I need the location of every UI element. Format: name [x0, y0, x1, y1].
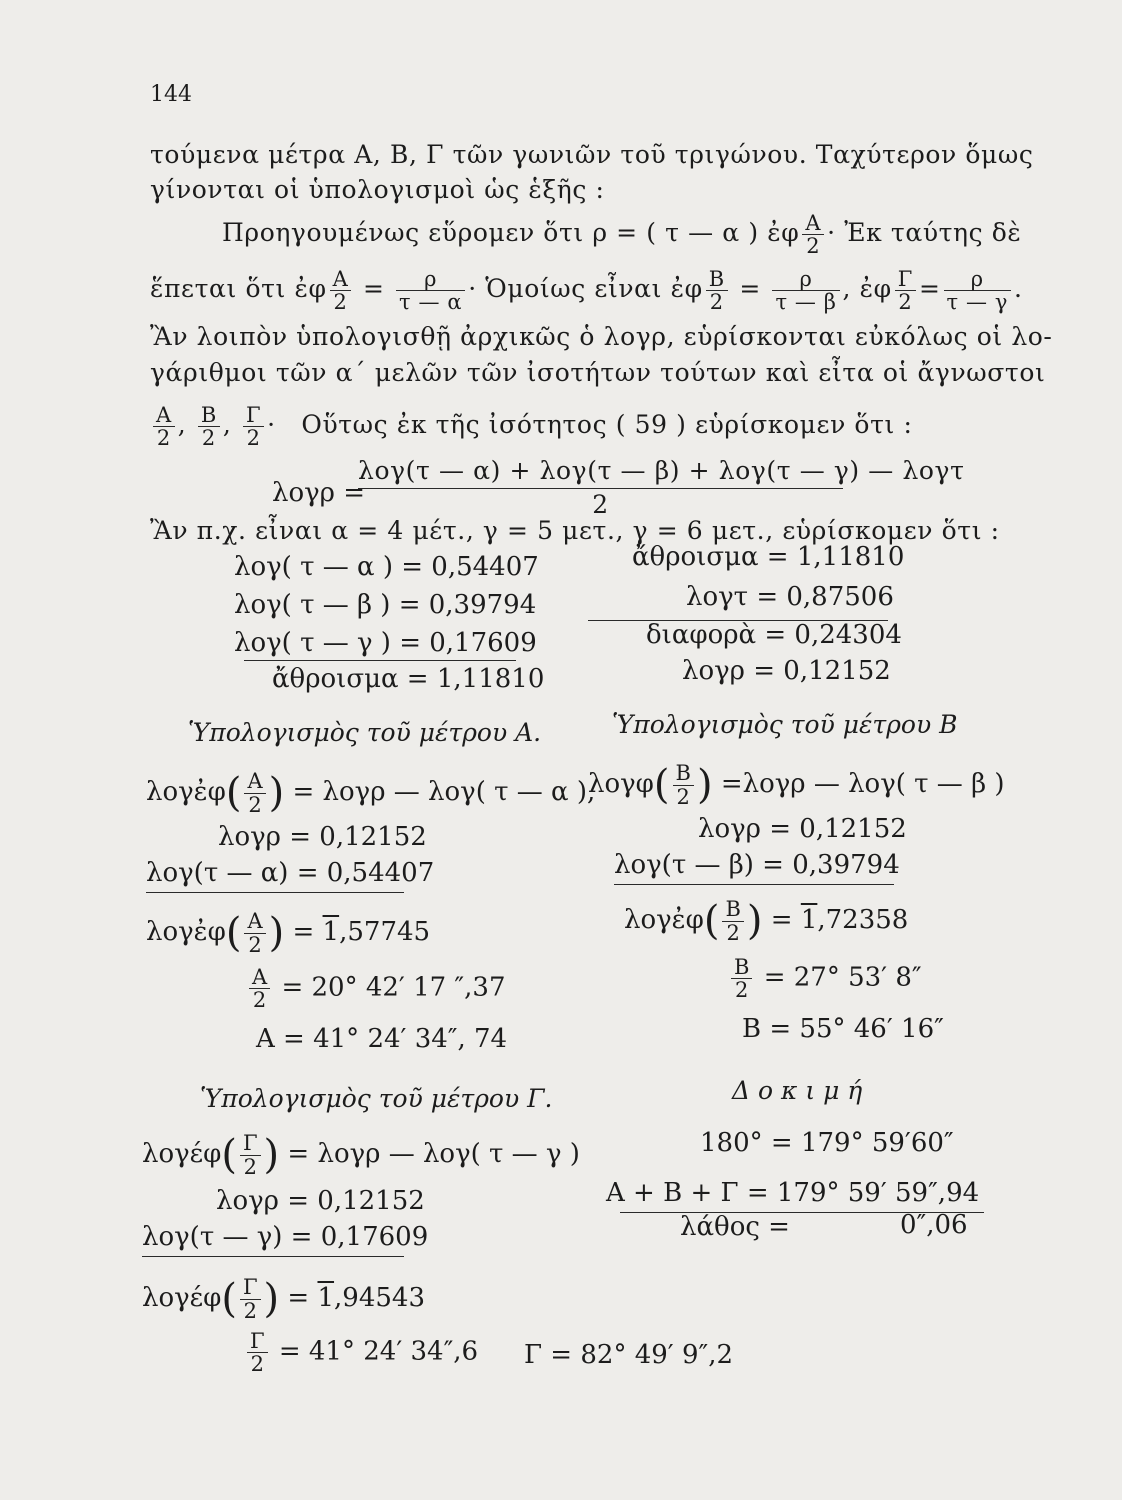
check-error-value: 0″,06 [900, 1210, 968, 1240]
example-right-3: διαφορὰ = 0,24304 [646, 620, 902, 650]
line-7-text: Οὕτως ἐκ τῆς ἰσότητος ( 59 ) εὑρίσκομεν ὅτι : [301, 410, 913, 440]
fraction-rho-t-b: $\frac{\rho}{\tau — \beta}$ [772, 268, 839, 313]
fraction-A-2-b: $\frac{A}{2}$ [153, 404, 175, 449]
formula-numerator: λογ(τ — α) + λογ(τ — β) + λογ(τ — γ) — λογτ [358, 456, 965, 485]
calc-B-line-1: λογφ( $\frac{B}{2}$ ) =λογρ — λογ( τ — β ) [588, 761, 1005, 809]
example-left-3: λογ( τ — γ ) = 0,17609 [234, 628, 537, 658]
calc-A-line-3: λογ(τ — α) = 0,54407 [146, 858, 435, 888]
example-right-2: λογτ = 0,87506 [686, 582, 894, 612]
calc-A-line-6: Α = 41° 24′ 34″, 74 [256, 1024, 508, 1054]
example-left-sum: ἄθροισμα = 1,11810 [272, 664, 545, 694]
fraction-rho-t-g: $\frac{\rho}{\tau — \gamma}$ [944, 268, 1012, 313]
formula-fraction-bar [358, 488, 843, 489]
check-line-2: Α + Β + Γ = 179° 59′ 59″,94 [606, 1178, 980, 1208]
fraction-G-2-b: $\frac{\Gamma}{2}$ [243, 404, 264, 449]
example-right-1: ἄθροισμα = 1,11810 [632, 542, 905, 572]
calc-G-title: Ὑπολογισμὸς τοῦ μέτρου Γ. [200, 1084, 553, 1113]
calc-A-line-1: λογἐφ( $\frac{A}{2}$ ) = λογρ — λογ( τ — α ), [146, 769, 596, 817]
example-intro: Ἂν π.χ. εἶναι α = 4 μέτ., γ = 5 μετ., γ = 6 μετ., εὑρίσκομεν ὅτι : [150, 516, 1000, 545]
calc-B-line-3: λογ(τ — β) = 0,39794 [614, 850, 900, 880]
calc-G-rule [142, 1256, 404, 1257]
calc-G-line-3: λογ(τ — γ) = 0,17609 [142, 1222, 429, 1252]
calc-B-line-6: Β = 55° 46′ 16″ [742, 1014, 944, 1044]
calc-G-line-1: λογέφ( $\frac{\Gamma}{2}$ ) = λογρ — λογ( τ — γ ) [142, 1131, 580, 1179]
paragraph-line-6: γάριθμοι τῶν α΄ μελῶν τῶν ἰσοτήτων τούτων καὶ εἶτα οἱ ἄγνωστοι [150, 358, 1046, 387]
calc-A-line-4: λογἐφ( $\frac{A}{2}$ ) = 1,57745 [146, 909, 431, 957]
paragraph-line-2: γίνονται οἱ ὑπολογισμοὶ ὡς ἑξῆς : [150, 175, 605, 204]
fraction-B-2: $\frac{B}{2}$ [706, 268, 728, 313]
calc-B-rule [614, 884, 894, 885]
line-3-text: Προηγουμένως εὕρομεν ὅτι ρ = ( τ — α ) ἐφ [222, 218, 800, 248]
check-line-1: 180° = 179° 59′60″ [700, 1128, 954, 1158]
calc-B-line-4: λογἐφ( $\frac{B}{2}$ ) = 1,72358 [624, 897, 909, 945]
calc-A-rule [146, 892, 404, 893]
example-left-rule [244, 660, 516, 661]
calc-A-line-2: λογρ = 0,12152 [218, 822, 427, 852]
paragraph-line-3 [222, 212, 1021, 257]
formula-lhs: λογρ = [272, 478, 366, 508]
fraction-A-over-2: $\frac{A}{2}$ [802, 212, 824, 257]
calc-B-line-2: λογρ = 0,12152 [698, 814, 907, 844]
calc-B-title: Ὑπολογισμὸς τοῦ μέτρου Β [612, 710, 958, 739]
check-error-label: λάθος = [680, 1212, 790, 1242]
paragraph-line-4: ἕπεται ὅτι ἐφ $\frac{A}{2}$ = $\frac{\rho}{\tau — \alpha}$ · Ὁμοίως εἶναι ἐφ $\frac{B}{2}$ = $\frac{\rho}{\tau — \beta}$ , ἐφ $\frac{\Gamma}{2}$ = $\frac{\rho}{\tau — \gamma}$ . [150, 267, 1023, 315]
fraction-G-2: $\frac{\Gamma}{2}$ [895, 268, 916, 313]
paragraph-line-1: τούμενα μέτρα Α, Β, Γ τῶν γωνιῶν τοῦ τριγώνου. Ταχύτερον ὅμως [150, 140, 1034, 169]
line-3-end: · Ἐκ ταύτης δὲ [827, 218, 1022, 248]
page-number: 144 [150, 82, 192, 107]
calc-G-line-4: λογέφ( $\frac{\Gamma}{2}$ ) = 1,94543 [142, 1275, 426, 1323]
calc-A-line-5: $\frac{A}{2}$ = 20° 42′ 17 ″,37 [246, 966, 506, 1011]
check-title: Δ ο κ ι μ ή [732, 1076, 863, 1105]
calc-G-line-2: λογρ = 0,12152 [216, 1186, 425, 1216]
example-left-1: λογ( τ — α ) = 0,54407 [234, 552, 539, 582]
calc-G-line-5: $\frac{\Gamma}{2}$ = 41° 24′ 34″,6 [244, 1330, 478, 1375]
calc-B-line-5: $\frac{B}{2}$ = 27° 53′ 8″ [728, 956, 922, 1001]
paragraph-line-5: Ἂν λοιπὸν ὑπολογισθῇ ἀρχικῶς ὁ λογρ, εὑρίσκονται εὐκόλως οἱ λο- [150, 322, 1053, 351]
fraction-A-2: $\frac{A}{2}$ [330, 268, 352, 313]
formula-denominator: 2 [592, 490, 609, 519]
calc-A-title: Ὑπολογισμὸς τοῦ μέτρου Α. [188, 718, 542, 747]
fraction-B-2-b: $\frac{B}{2}$ [198, 404, 220, 449]
example-right-4: λογρ = 0,12152 [682, 656, 891, 686]
paragraph-line-7: $\frac{A}{2}$ , $\frac{B}{2}$ , $\frac{\Gamma}{2}$ · Οὕτως ἐκ τῆς ἰσότητος ( 59 ) εὑρίσκομεν ὅτι : [150, 404, 912, 449]
example-left-2: λογ( τ — β ) = 0,39794 [234, 590, 537, 620]
fraction-rho-t-a: $\frac{\rho}{\tau — \alpha}$ [396, 268, 465, 313]
calc-G-line-6: Γ = 82° 49′ 9″,2 [524, 1340, 734, 1370]
